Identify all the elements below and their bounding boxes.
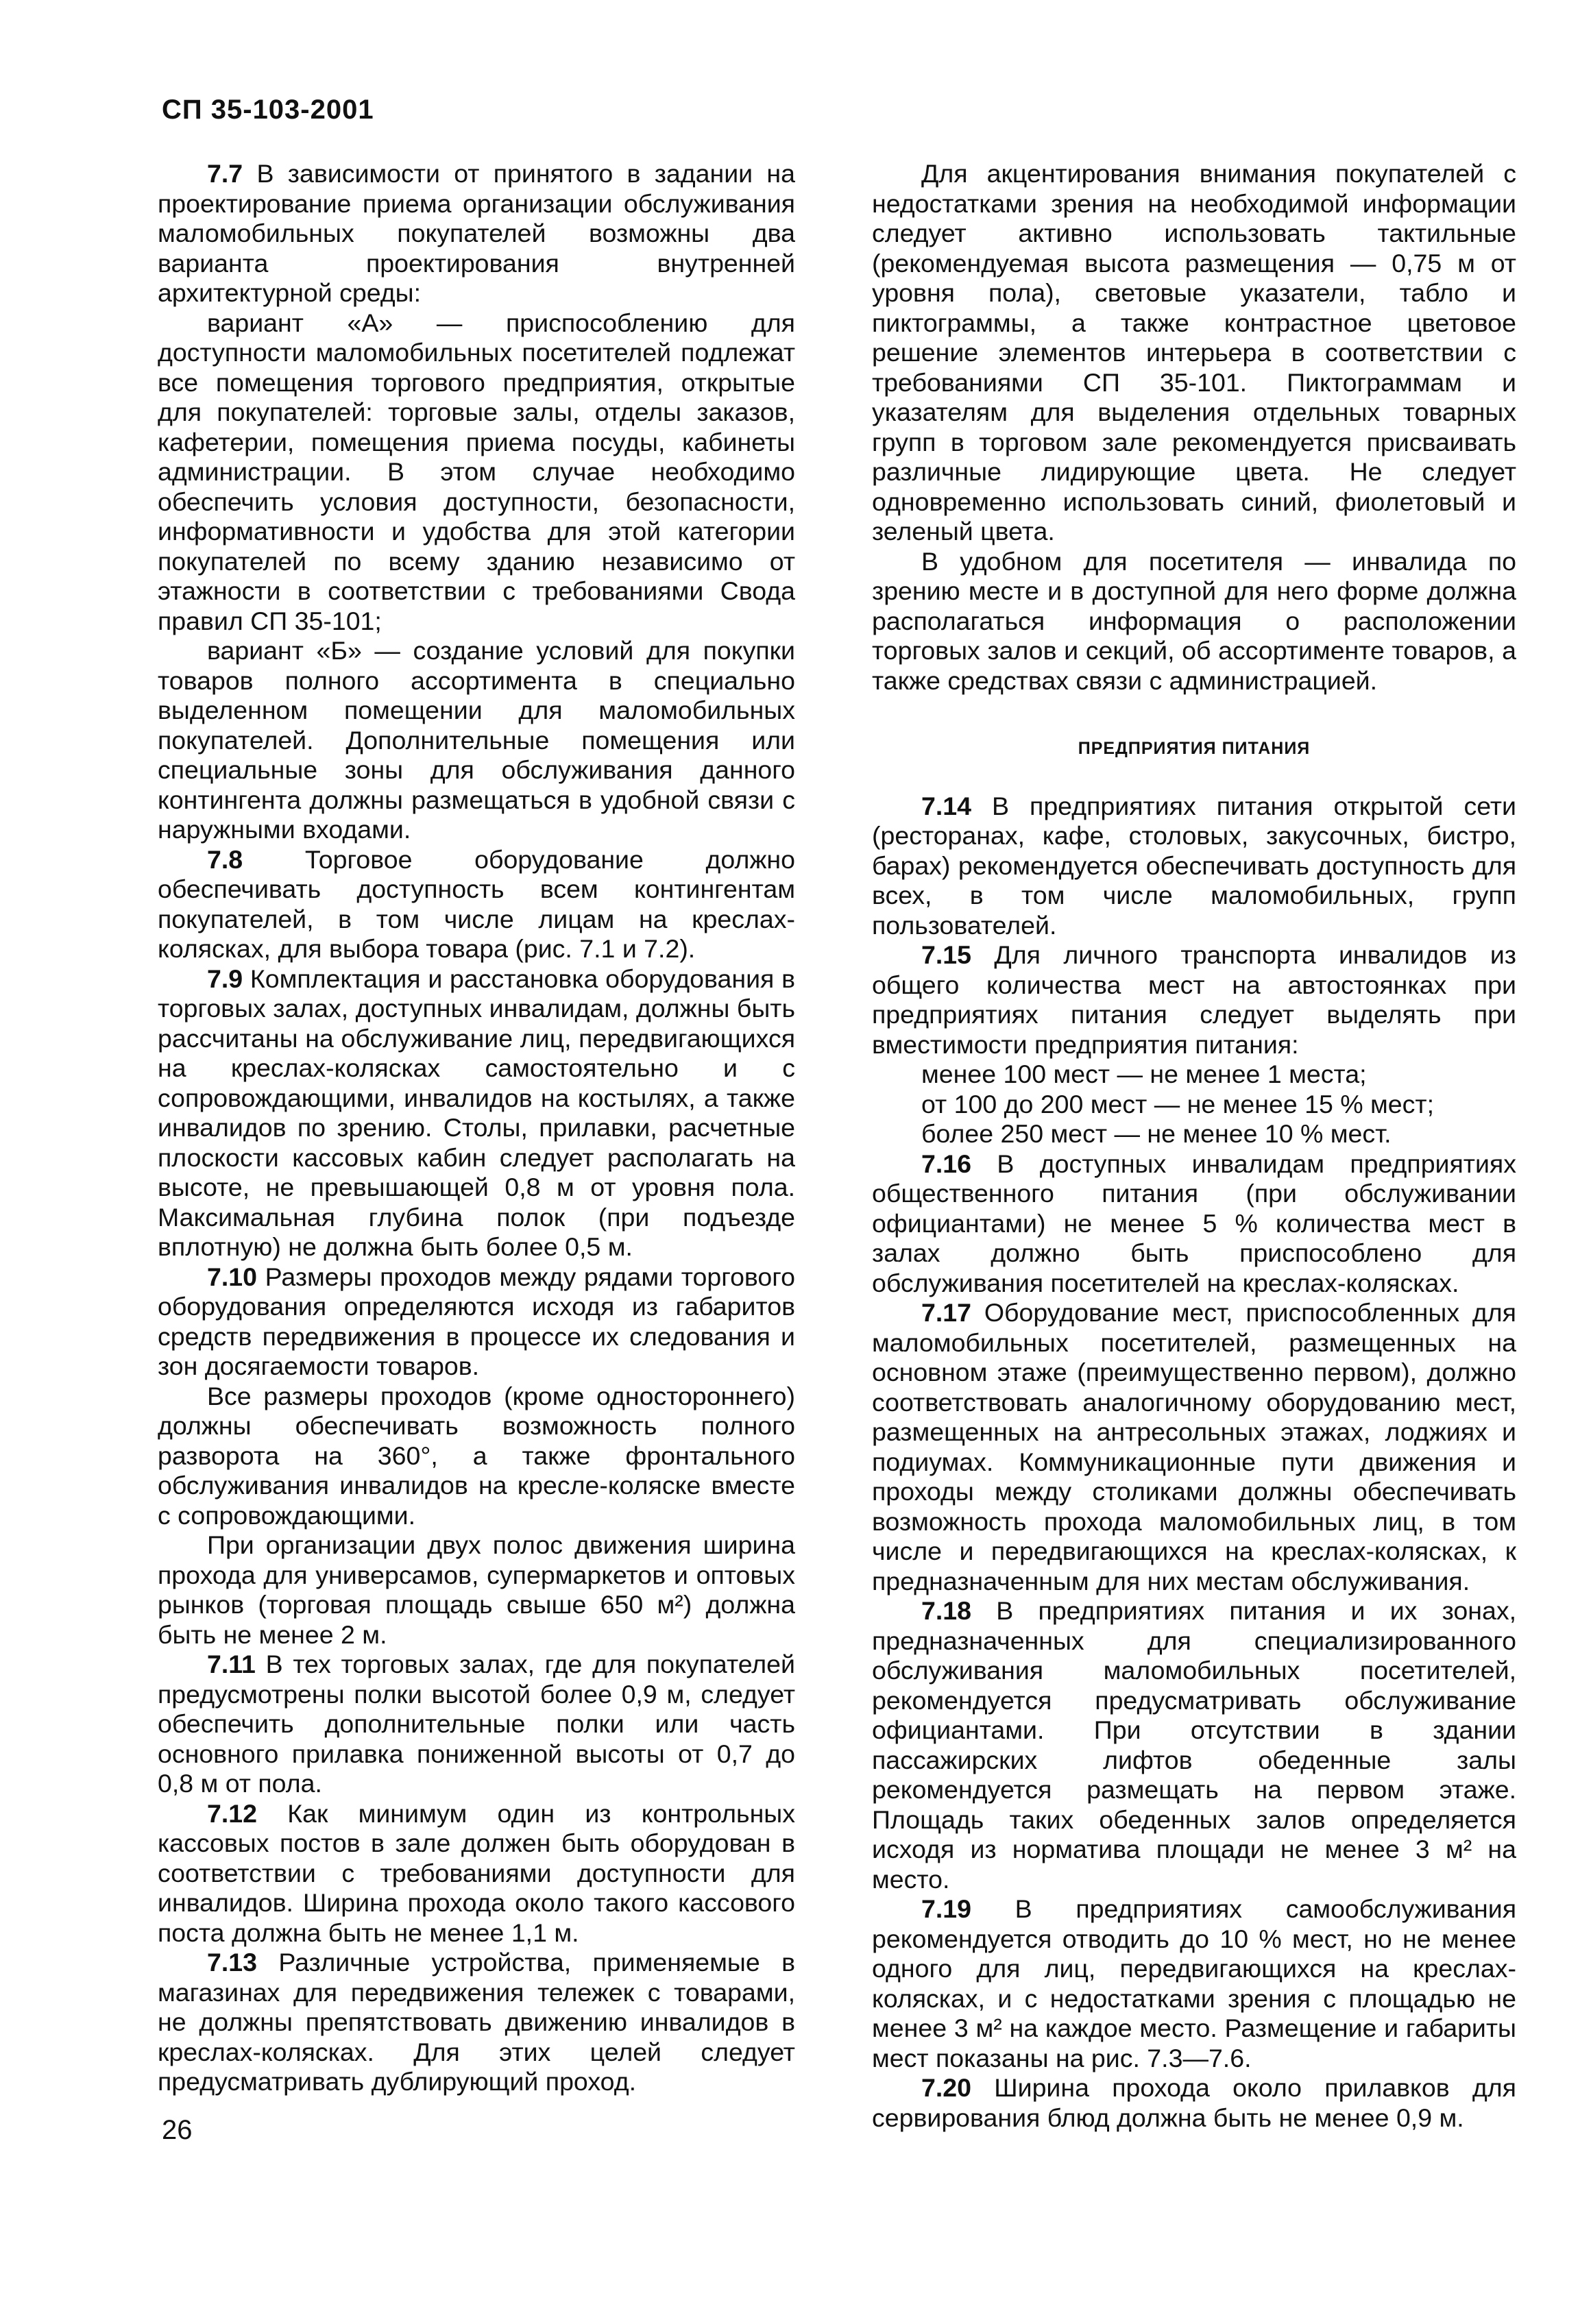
paragraph-text: Все размеры проходов (кроме одностороннего) должны обеспечивать возможность полного разворота на 360°, а также фронтального обслуживания инвалидов на кресле-коляске вместе с сопровождающими. [158,1381,795,1530]
paragraph [872,940,1516,1060]
clause-number: 7.7 [207,159,243,188]
clause-number: 7.17 [921,1298,971,1327]
paragraph [158,1382,795,1531]
paragraph [158,964,795,1262]
paragraph-text: более 250 мест — не менее 10 % мест. [921,1119,1392,1148]
paragraph-text: При организации двух полос движения ширина прохода для универсамов, супермаркетов и оптовых рынков (торговая площадь свыше 650 м²) должна быть не менее 2 м. [158,1530,795,1649]
paragraph [872,547,1516,696]
clause-number: 7.10 [207,1262,257,1291]
document-code-header: СП 35-103-2001 [162,95,374,125]
clause-number: 7.15 [921,940,971,969]
paragraph [872,792,1516,941]
left-column [158,159,795,2097]
paragraph-text: менее 100 мест — не менее 1 места; [921,1060,1367,1088]
paragraph [158,845,795,964]
paragraph [158,1530,795,1650]
paragraph [158,1650,795,1799]
paragraph [158,636,795,845]
paragraph-text: Ширина прохода около прилавков для сервирования блюд должна быть не менее 0,9 м. [872,2073,1516,2132]
paragraph-text: от 100 до 200 мест — не менее 15 % мест; [921,1089,1434,1118]
paragraph-text: Для акцентирования внимания покупателей с недостатками зрения на необходимой информации следует активно использовать тактильные (рекомендуемая высота размещения — 0,75 м от уровня пола), световые указатели, табло и пиктограммы, а также контрастное цветовое решение элементов интерьера в соответствии с требованиями СП 35-101. Пиктограммам и указателям для выделения отдельных товарных групп в торговом зале рекомендуется присваивать различные лидирующие цвета. Не следует одновременно использовать синий, фиолетовый и зеленый цвета. [872,159,1516,546]
paragraph-text: вариант «А» — приспособлению для доступности маломобильных посетителей подлежат все помещения торгового предприятия, открытые для покупателей: торговые залы, отделы заказов, кафетерии, помещения приема посуды, кабинеты администрации. В этом случае необходимо обеспечить условия доступности, безопасности, информативности и удобства для этой категории покупателей по всему зданию независимо от этажности в соответствии с требованиями Свода правил СП 35-101; [158,308,795,635]
clause-number: 7.8 [207,844,243,874]
paragraph-text: В зависимости от принятого в задании на проектирование приема организации обслуживания маломобильных покупателей возможны два варианта проектирования внутренней архитектурной среды: [158,159,795,307]
paragraph [158,1948,795,2097]
paragraph [158,308,795,637]
paragraph [158,159,795,308]
paragraph-text: В тех торговых залах, где для покупателей предусмотрены полки высотой более 0,9 м, следует обеспечить дополнительные полки или часть основного прилавка пониженной высоты от 0,7 до 0,8 м от пола. [158,1650,795,1798]
paragraph [872,1149,1516,1299]
clause-number: 7.20 [921,2073,971,2102]
list-item [872,1060,1516,1090]
paragraph-text: В доступных инвалидам предприятиях общественного питания (при обслуживании официантами) не менее 5 % количества мест в залах должно быть приспособлено для обслуживания посетителей на креслах-колясках. [872,1149,1516,1297]
paragraph-text: Комплектация и расстановка оборудования в торговых залах, доступных инвалидам, должны быть рассчитаны на обслуживание лиц, передвигающихся на креслах-колясках самостоятельно и с сопровождающими, инвалидов на костылях, а также инвалидов по зрению. Столы, прилавки, расчетные плоскости кассовых кабин следует располагать на высоте, не превышающей 0,8 м от уровня пола. Максимальная глубина полок (при подъезде вплотную) не должна быть более 0,5 м. [158,964,795,1261]
paragraph [872,1596,1516,1894]
clause-number: 7.13 [207,1948,257,1977]
list-item [872,1119,1516,1149]
list-item [872,1090,1516,1120]
paragraph-text: В предприятиях питания открытой сети (ресторанах, кафе, столовых, закусочных, бистро, барах) рекомендуется обеспечивать доступность для всех, в том числе маломобильных, групп пользователей. [872,791,1516,940]
paragraph-text: Для личного транспорта инвалидов из общего количества мест на автостоянках при предприятиях питания следует выделять при вместимости предприятия питания: [872,940,1516,1059]
paragraph-text: В предприятиях питания и их зонах, предназначенных для специализированного обслуживания маломобильных посетителей, рекомендуется предусматривать обслуживание официантами. При отсутствии в здании пассажирских лифтов обеденные залы рекомендуется размещать на первом этаже. Площадь таких обеденных залов определяется исходя из норматива площади не менее 3 м² на место. [872,1596,1516,1894]
clause-number: 7.19 [921,1894,971,1923]
paragraph-text: Размеры проходов между рядами торгового оборудования определяются исходя из габаритов средств передвижения в процессе их следования и зон досягаемости товаров. [158,1262,795,1380]
clause-number: 7.18 [921,1596,971,1625]
clause-number: 7.11 [207,1650,256,1678]
clause-number: 7.9 [207,964,243,993]
paragraph-text: Оборудование мест, приспособленных для маломобильных посетителей, размещенных на основном этаже (преимущественно первом), должно соответствовать аналогичному оборудованию мест, размещенных на антресольных этажах, лоджиях и подиумах. Коммуникационные пути движения и проходы между столиками должны обеспечивать возможность прохода маломобильных лиц, в том числе и передвигающихся на креслах-колясках, к предназначенным для них местам обслуживания. [872,1298,1516,1595]
paragraph [158,1262,795,1382]
paragraph [872,2073,1516,2133]
paragraph [872,1298,1516,1596]
paragraph [158,1799,795,1948]
paragraph-text: Торговое оборудование должно обеспечивать доступность всем контингентам покупателей, в том числе лицам на креслах-колясках, для выбора товара (рис. 7.1 и 7.2). [158,844,795,963]
paragraph-text: Как минимум один из контрольных кассовых постов в зале должен быть оборудован в соответствии с требованиями доступности для инвалидов. Ширина прохода около такого кассового поста должна быть не менее 1,1 м. [158,1798,795,1947]
page-number: 26 [162,2115,193,2145]
clause-number: 7.16 [921,1149,971,1178]
section-heading: ПРЕДПРИЯТИЯ ПИТАНИЯ [1078,739,1311,758]
right-column [872,159,1516,2133]
paragraph-text: В предприятиях самообслуживания рекомендуется отводить до 10 % мест, но не менее одного для лиц, передвигающихся на креслах-колясках, и с недостатками зрения с площадью не менее 3 м² на каждое место. Размещение и габариты мест показаны на рис. 7.3—7.6. [872,1894,1516,2072]
paragraph [872,1894,1516,2073]
paragraph-text: вариант «Б» — создание условий для покупки товаров полного ассортимента в специально выделенном помещении для маломобильных покупателей. Дополнительные помещения или специальные зоны для обслуживания данного контингента должны размещаться в удобной связи с наружными входами. [158,636,795,844]
paragraph-text: В удобном для посетителя — инвалида по зрению месте и в доступной для него форме должна располагаться информация о расположении торговых залов и секций, об ассортименте товаров, а также средствах связи с администрацией. [872,546,1516,695]
paragraph-text: Различные устройства, применяемые в магазинах для передвижения тележек с товарами, не должны препятствовать движению инвалидов в креслах-колясках. Для этих целей следует предусматривать дублирующий проход. [158,1948,795,2096]
clause-number: 7.12 [207,1798,257,1828]
paragraph [872,159,1516,547]
clause-number: 7.14 [921,791,971,820]
